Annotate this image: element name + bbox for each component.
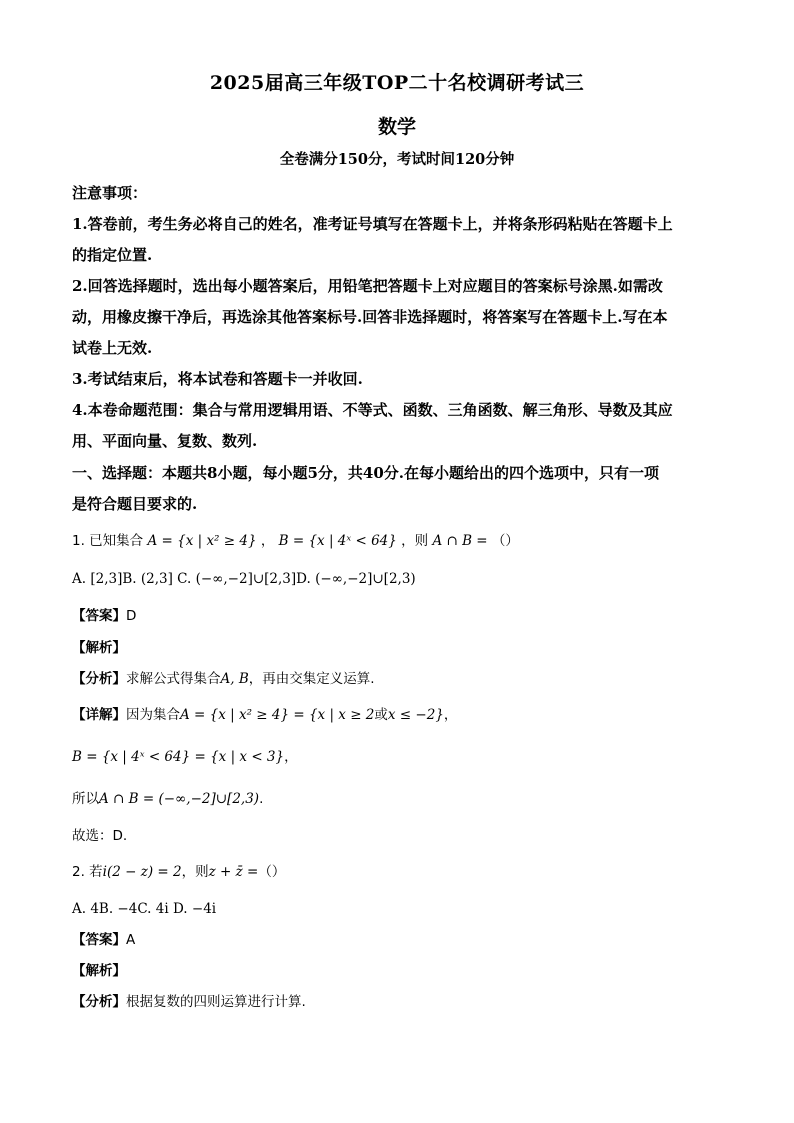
notes-heading: 注意事项： xyxy=(72,184,148,202)
question-2-options xyxy=(72,898,722,920)
question-1-connector: ，则 xyxy=(401,533,429,549)
note-line: 1.答卷前，考生务必将自己的姓名，准考证号填写在答题卡上，并将条形码粘贴在答题卡上 xyxy=(72,215,673,233)
detail-or: 或 xyxy=(374,707,388,723)
question-2-fenxi xyxy=(72,991,722,1013)
set-b-solution: B = {x | 4ˣ < 64} = {x | x < 3} xyxy=(72,749,285,765)
note-line: 动，用橡皮擦干净后，再选涂其他答案标号.回答非选择题时，将答案写在答题卡上.写在本 xyxy=(72,308,668,326)
fenxi-tag: 【分析】 xyxy=(72,671,126,687)
note-line: 4.本卷命题范围：集合与常用逻辑用语、不等式、函数、三角函数、解三角形、导数及其应 xyxy=(72,401,673,419)
exam-meta: 全卷满分150分，考试时间120分钟 xyxy=(279,151,515,168)
question-2-connector: ，则 xyxy=(181,864,209,880)
answer-value: D xyxy=(126,608,137,624)
question-1-prefix: 1. 已知集合 xyxy=(72,533,144,549)
note-line: 试卷上无效. xyxy=(72,339,153,357)
note-line: 的指定位置. xyxy=(72,246,153,264)
answer-value: A xyxy=(126,932,136,948)
question-1-answer xyxy=(72,605,722,627)
question-2-analysis-tag xyxy=(72,960,722,982)
answer-paren: （） xyxy=(491,533,519,549)
separator: ， xyxy=(443,707,458,723)
subject-title: 数学 xyxy=(377,116,416,138)
section-heading: 是符合题目要求的. xyxy=(72,495,198,513)
note-line: 用、平面向量、复数、数列. xyxy=(72,432,258,450)
answer-paren: （） xyxy=(258,864,286,880)
question-1-fenxi xyxy=(72,668,722,690)
note-line: 2.回答选择题时，选出每小题答案后，用铅笔把答题卡上对应题目的答案标号涂黑.如需改 xyxy=(72,277,663,295)
detail-tag: 【详解】 xyxy=(72,707,126,723)
fenxi-tag: 【分析】 xyxy=(72,994,126,1010)
options-text: A. 4B. −4C. 4i D. −4i xyxy=(72,901,217,917)
fenxi-text: 根据复数的四则运算进行计算. xyxy=(126,994,306,1010)
result-text: 所以 xyxy=(72,791,99,807)
fenxi-text: 求解公式得集合 xyxy=(126,671,221,687)
question-2-condition: i(2 − z) = 2 xyxy=(102,864,182,880)
choose-text: 故选：D. xyxy=(72,828,128,844)
question-2-answer xyxy=(72,929,722,951)
exam-title: 2025届高三年级TOP二十名校调研考试三 xyxy=(209,72,585,94)
question-1-detail xyxy=(72,704,722,726)
result-math: A ∩ B = (−∞,−2]∪[2,3) xyxy=(99,791,260,807)
question-1-ask: A ∩ B = xyxy=(432,533,488,549)
analysis-tag: 【解析】 xyxy=(72,640,126,656)
detail-math: x ≤ −2} xyxy=(387,707,444,723)
answer-tag: 【答案】 xyxy=(72,932,126,948)
analysis-tag: 【解析】 xyxy=(72,963,126,979)
fenxi-math: A, B xyxy=(220,671,249,687)
question-1-b-line xyxy=(72,746,722,768)
question-1-options xyxy=(72,568,722,590)
question-1-choose xyxy=(72,825,722,847)
question-2-ask: z + z̄ = xyxy=(208,864,259,880)
detail-text: 因为集合 xyxy=(126,707,180,723)
detail-math: A = {x | x² ≥ 4} = {x | x ≥ 2 xyxy=(180,707,375,723)
question-1-analysis-tag xyxy=(72,637,722,659)
answer-tag: 【答案】 xyxy=(72,608,126,624)
question-2-stem xyxy=(72,861,722,883)
question-2-prefix: 2. 若 xyxy=(72,864,103,880)
separator: ， xyxy=(284,749,298,765)
options-text: A. [2,3]B. (2,3] C. (−∞,−2]∪[2,3]D. (−∞,−2]∪[2,3) xyxy=(72,571,416,587)
note-line: 3.考试结束后，将本试卷和答题卡一并收回. xyxy=(72,370,363,388)
fenxi-text: ，再由交集定义运算. xyxy=(248,671,375,687)
section-heading: 一、选择题：本题共8小题，每小题5分，共40分.在每小题给出的四个选项中，只有一项 xyxy=(72,464,659,482)
question-1-stem xyxy=(72,530,722,552)
set-b-definition: B = {x | 4ˣ < 64} xyxy=(278,533,397,549)
question-1-result xyxy=(72,788,722,810)
separator: ， xyxy=(260,533,275,549)
set-a-definition: A = {x | x² ≥ 4} xyxy=(147,533,257,549)
separator: . xyxy=(259,791,264,807)
